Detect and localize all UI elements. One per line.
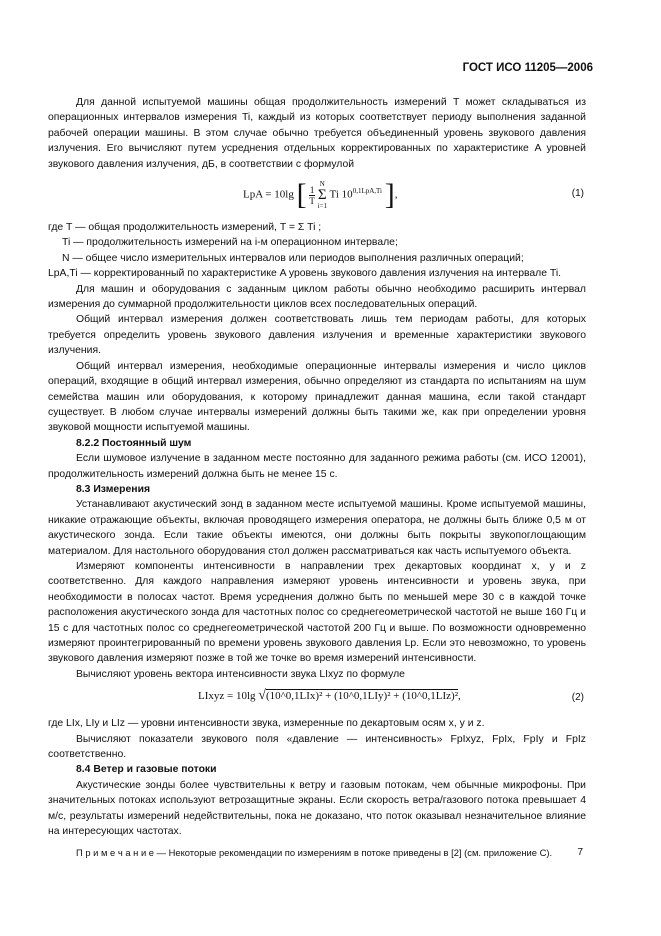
- paragraph-probe-setup: Устанавливают акустический зонд в заданном месте испытуемой машины. Кроме испытуемой машины, никакие отражающие объекты, включая проводящего измерения оператора, не должны быть ближе 0,5 м от акустического зонда. Если такие объекты имеются, они должны быть покрыты звукопоглощающим материалом. Для настольного оборудования стол должен рассматриваться как часть испытуемого объекта.: [48, 499, 586, 557]
- formula-1-bracket-right: ]: [384, 178, 395, 212]
- definitions-2: [48, 716, 586, 731]
- formula-1-bracket-left: [: [296, 178, 307, 212]
- paragraph-interval: Общий интервал измерения должен соответствовать лишь тем периодам работы, для которых требуется определить уровень звукового давления излучения и временные характеристики звукового излучения.: [48, 314, 586, 357]
- note: П р и м е ч а н и е — Некоторые рекомендации по измерениям в потоке приведены в [2] (см. приложение С).: [76, 847, 553, 859]
- paragraph-wind: Акустические зонды более чувствительны к ветру и газовым потокам, чем обычные микрофоны. При значительных потоках используют ветрозащитные экраны. Если скорость ветра/газового потока превышает 4 м/с, результаты измерений недействительны, пока не доказано, что поток оказывал незначительное влияние на интересующих частотах.: [48, 779, 586, 838]
- paragraph-constant-noise: Если шумовое излучение в заданном месте постоянно для заданного режима работы (см. ИСО 12001), продолжительность измерений должна быть не менее 15 с.: [48, 453, 586, 480]
- formula-1-expression: LpA = 10lg [ $\frac{1}{T}$ N Σ i=1 Ti $10^{0,1LpA,Ti}$ ],: [243, 178, 398, 212]
- heading-8-4: 8.4 Ветер и газовые потоки: [76, 764, 217, 776]
- formula-1: [48, 172, 586, 220]
- page-number: 7: [577, 847, 583, 858]
- formula-2-number: (2): [571, 692, 584, 704]
- paragraph-field-indicators: Вычисляют показатели звукового поля «давление — интенсивность» FpIxyz, FpIx, FpIy и FpIz соответственно.: [48, 733, 586, 761]
- paragraph-standard: Общий интервал измерения, необходимые операционные интервалы измерения и число циклов операций, входящие в общий интервал измерения, обычно определяют из стандарта по испытаниям на шум семейства машин или оборудования, к которому принадлежит данная машина, если такой стандарт существует. В любом случае интервалы измерений должны быть такими же, как при определении уровня звуковой мощности испытуемой машины.: [48, 360, 586, 434]
- definitions-1: [48, 220, 586, 282]
- formula-1-number: (1): [571, 188, 584, 200]
- formula-1-term: Ti 10: [329, 188, 353, 201]
- sqrt-symbol: √: [258, 688, 266, 704]
- definition-Ti: Ti — продолжительность измерений на i-м операционном интервале;: [62, 237, 398, 249]
- paragraph-intro: Для данной испытуемой машины общая продолжительность измерений T может складываться из операционных интервалов измерения Ti, каждый из которых соответствует периоду выполнения заданной рабочей операции машины. В этом случае обычно требуется объединенный уровень звукового давления излучения. Его вычисляют путем усреднения отдельных корректированных по характеристике A уровней звукового давления излучения, дБ, в соответствии с формулой: [48, 97, 586, 170]
- paragraph-vector-level: Вычисляют уровень вектора интенсивности звука LIxyz по формуле: [76, 668, 405, 680]
- formula-1-sum-top: N: [319, 180, 325, 189]
- definition-LpA: LpA,Ti — корректированный по характеристике A уровень звукового давления излучения на интервале Ti.: [48, 268, 562, 280]
- formula-1-exponent: 0,1LpA,Ti: [352, 186, 382, 195]
- formula-1-sum: [318, 180, 327, 210]
- heading-8-2-2: 8.2.2 Постоянный шум: [76, 437, 192, 449]
- definition-N: N — общее число измерительных интервалов или периодов выполнения различных операций;: [62, 252, 524, 264]
- definition-T: где T — общая продолжительность измерений, T = Σ Ti ;: [48, 222, 322, 234]
- formula-1-frac-den: T: [309, 195, 315, 206]
- formula-2-radicand: (10^0,1LIx)² + (10^0,1LIy)² + (10^0,1LIz)²: [265, 690, 459, 703]
- sigma-symbol: Σ: [317, 187, 327, 204]
- formula-1-lhs: LpA = 10lg: [243, 188, 294, 201]
- definition-LI: где LIx, LIy и LIz — уровни интенсивности звука, измеренные по декартовым осям x, y и z.: [48, 718, 485, 730]
- formula-1-fraction: [309, 185, 315, 206]
- formula-2-lhs: LIxyz = 10lg: [198, 690, 256, 703]
- paragraph-cycle: Для машин и оборудования с заданным циклом работы обычно необходимо расширить интервал измерения до суммарной продолжительности циклов всех последовательных операций.: [48, 283, 586, 311]
- document-body: [48, 95, 586, 861]
- formula-1-sum-bot: i=1: [317, 202, 327, 211]
- formula-1-frac-num: 1: [309, 184, 315, 195]
- heading-8-3: 8.3 Измерения: [76, 483, 151, 495]
- formula-2: [48, 682, 586, 716]
- document-header: ГОСТ ИСО 11205—2006: [462, 62, 593, 74]
- paragraph-components: Измеряют компоненты интенсивности в направлении трех декартовых координат x, y и z соответственно. Для каждого направления измеряют уровень интенсивности и уровень звука, при необходимости в полосах частот. Время усреднения должно быть по меньшей мере 30 с в каждой точке расположения акустического зонда для частотных полос со среднегеометрической частотой не выше 160 Гц и 15 с для частотных полос со среднегеометрической частотой 200 Гц и выше. По возможности одновременно измеряют проинтегрированный по времени уровень звукового давления Lp. Если это невозможно, то уровень звукового давления измеряют позже в той же точке во время измерений интенсивности.: [48, 560, 586, 665]
- formula-2-expression: LIxyz = 10lg √(10^0,1LIx)² + (10^0,1LIy)² + (10^0,1LIz)²,: [198, 688, 461, 704]
